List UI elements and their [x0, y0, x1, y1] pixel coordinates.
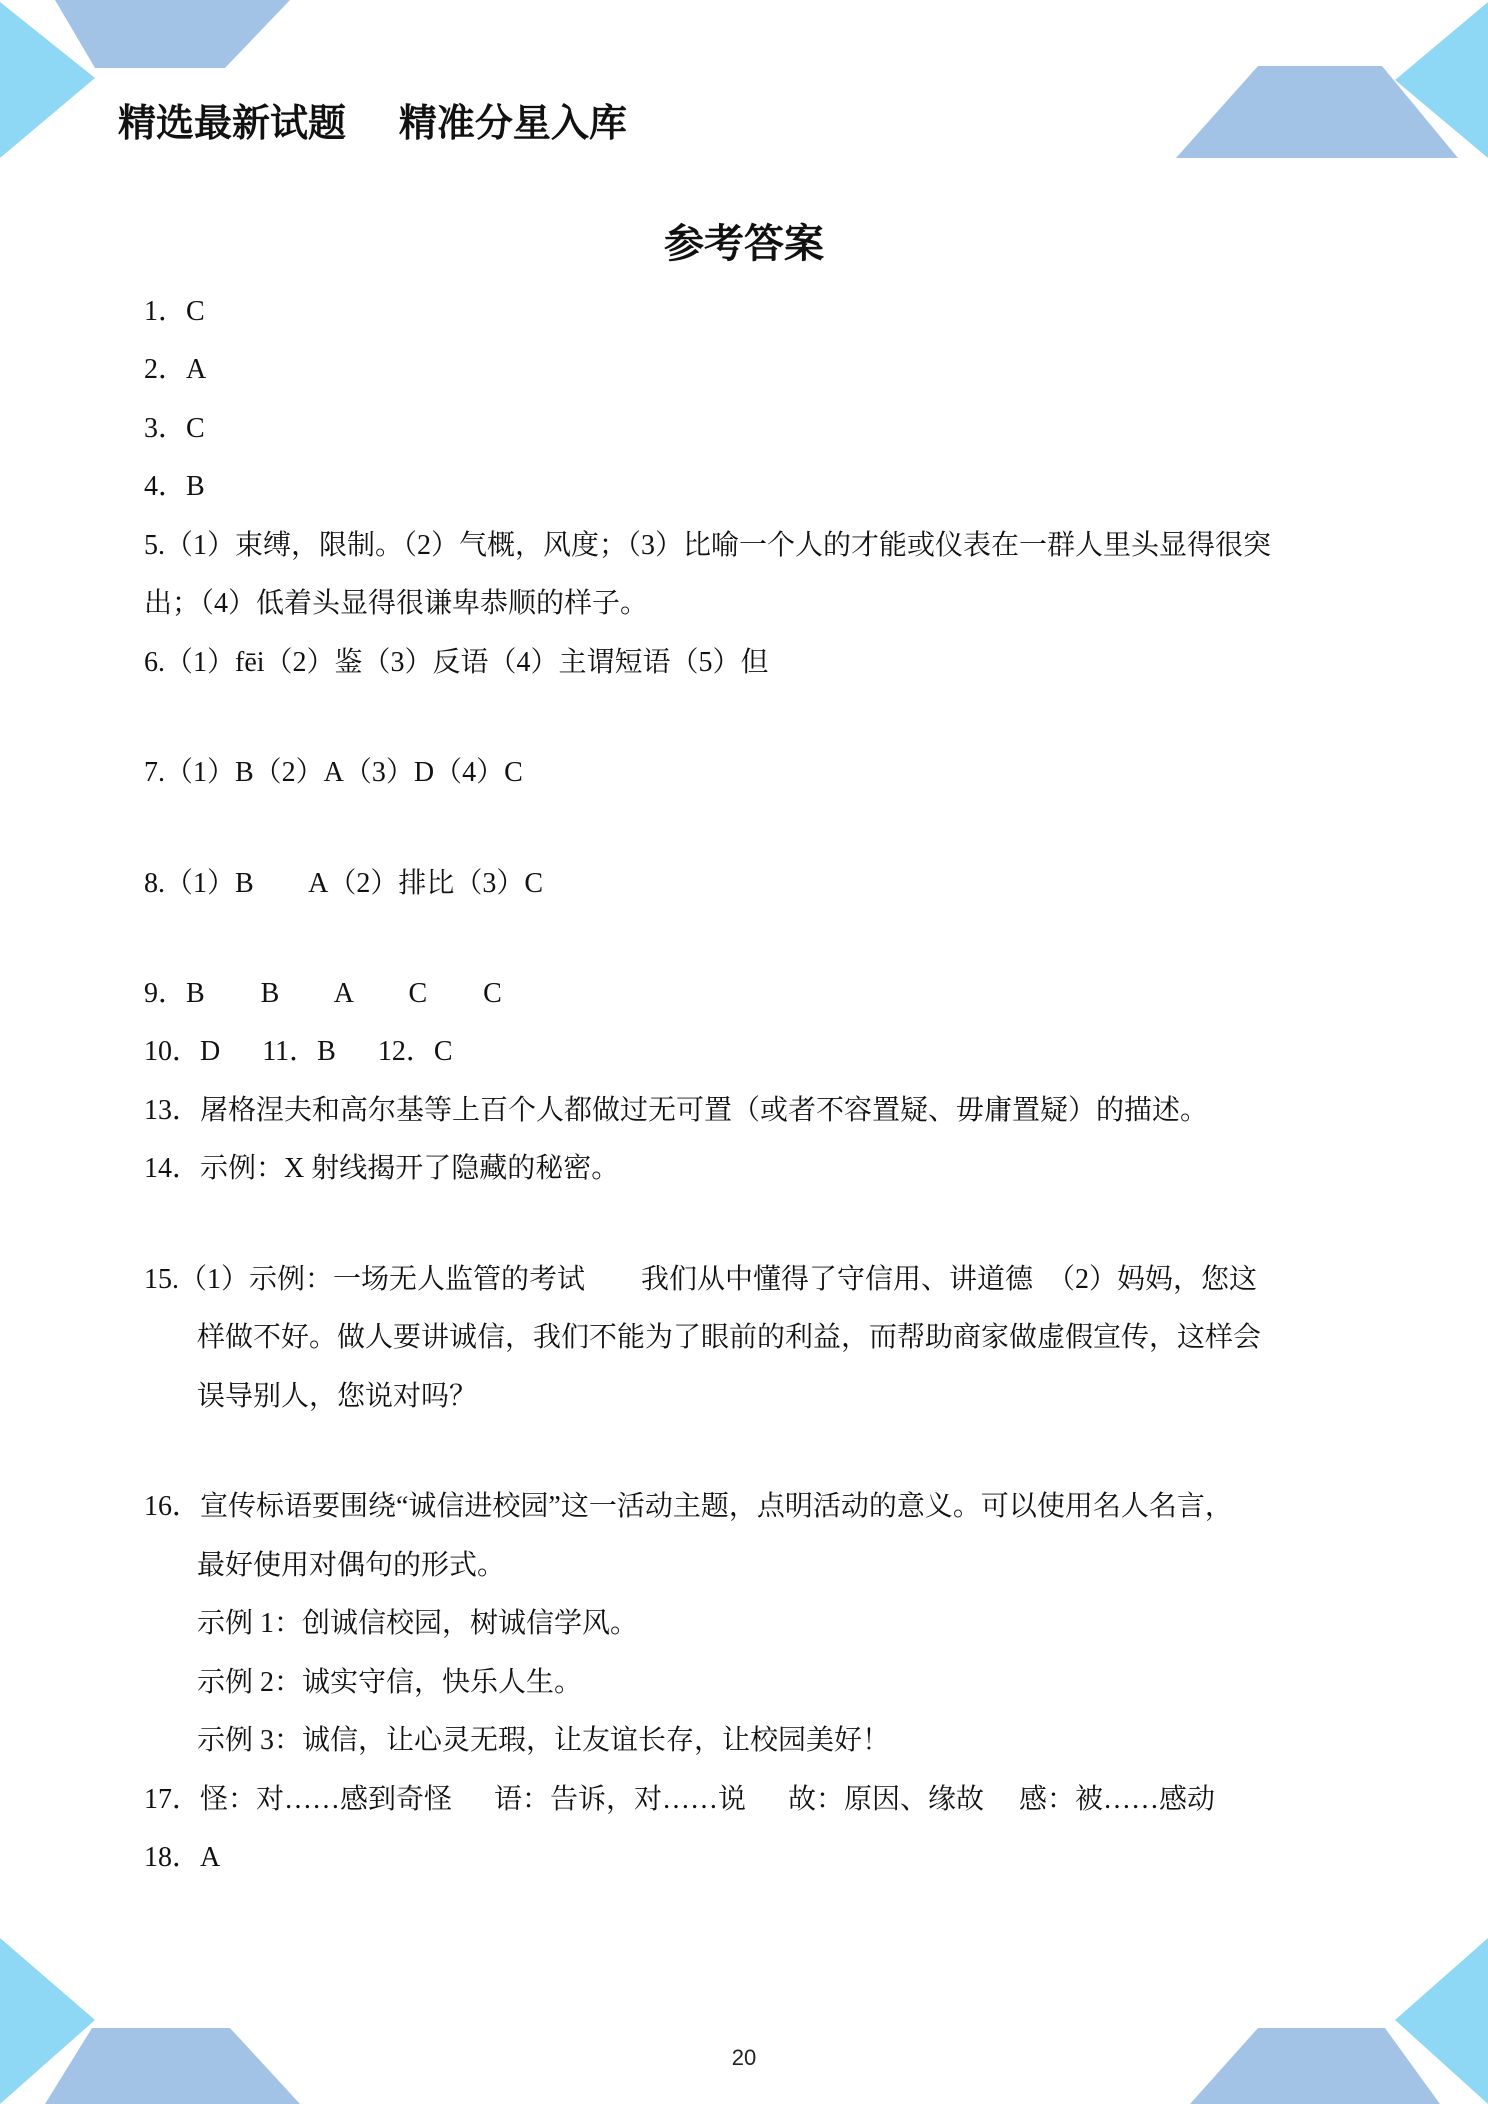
- page-number: 20: [731, 2045, 757, 2070]
- answer-9: 9．B B A C C: [144, 978, 502, 1009]
- answer-15: 15.（1）示例：一场无人监管的考试 我们从中懂得了守信用、讲道德 （2）妈妈，您这: [144, 1264, 1258, 1295]
- answer-16: 16．宣传标语要围绕“诚信进校园”这一活动主题，点明活动的意义。可以使用名人名言，: [144, 1491, 1233, 1522]
- answer-15-cont-2: 误导别人，您说对吗？: [197, 1381, 478, 1412]
- header-slogan: 精选最新试题 精准分星入库: [118, 101, 627, 145]
- answer-5-cont: 出；（4）低着头显得很谦卑恭顺的样子。: [144, 588, 649, 619]
- answer-6: 6.（1）fēi（2）鉴（3）反语（4）主谓短语（5）但: [144, 647, 769, 678]
- page-title: 参考答案: [664, 221, 824, 267]
- corner-shape-top-left-bar: [55, 0, 290, 68]
- answer-16-example-3: 示例 3：诚信，让心灵无瑕，让友谊长存，让校园美好！: [197, 1725, 891, 1756]
- answer-15-cont-1: 样做不好。做人要讲诚信，我们不能为了眼前的利益，而帮助商家做虚假宣传，这样会: [197, 1322, 1262, 1353]
- answer-1: 1．C: [144, 296, 205, 327]
- answer-5: 5.（1）束缚，限制。（2）气概，风度；（3）比喻一个人的才能或仪表在一群人里头显得很突: [144, 530, 1272, 561]
- answer-18: 18．A: [144, 1842, 221, 1873]
- answer-8: 8.（1）B A（2）排比（3）C: [144, 868, 544, 899]
- answer-7: 7.（1）B（2）A（3）D（4）C: [144, 757, 523, 788]
- answer-4: 4．B: [144, 471, 205, 502]
- answer-3: 3．C: [144, 413, 205, 444]
- answer-14: 14．示例：X 射线揭开了隐藏的秘密。: [144, 1153, 620, 1184]
- answer-16-cont: 最好使用对偶句的形式。: [197, 1550, 506, 1581]
- answer-2: 2．A: [144, 354, 207, 385]
- answer-10-12: 10．D 11．B 12．C: [144, 1036, 453, 1067]
- answer-13: 13．屠格涅夫和高尔基等上百个人都做过无可置（或者不容置疑、毋庸置疑）的描述。: [144, 1095, 1209, 1126]
- answer-17: 17．怪：对……感到奇怪 语：告诉，对……说 故：原因、缘故 感：被……感动: [144, 1784, 1216, 1815]
- answer-16-example-2: 示例 2：诚实守信，快乐人生。: [197, 1667, 583, 1698]
- answer-16-example-1: 示例 1：创诚信校园，树诚信学风。: [197, 1608, 639, 1639]
